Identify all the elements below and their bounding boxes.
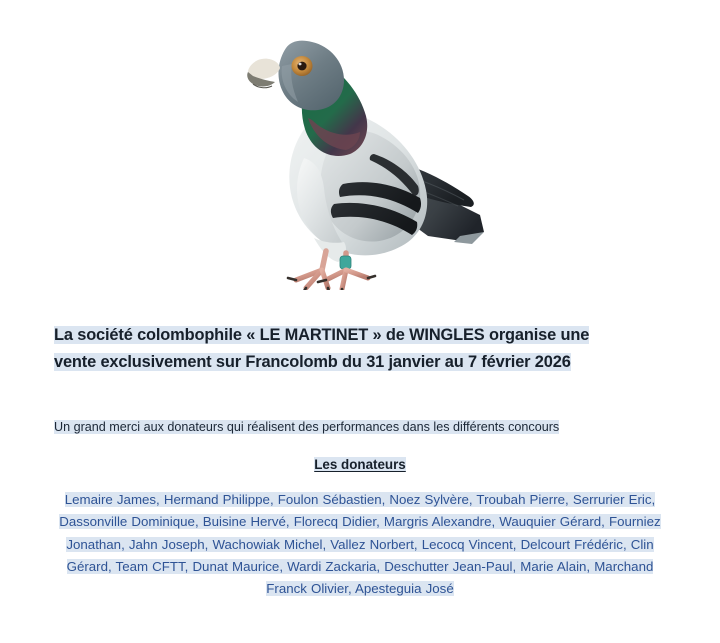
headline-line-1: La société colombophile « LE MARTINET » de WINGLES organise une xyxy=(54,326,590,344)
donors-list-text: Lemaire James, Hermand Philippe, Foulon Sébastien, Noez Sylvère, Troubah Pierre, Serrurier Eric, Dassonville Dominique, Buisine Hervé, Florecq Didier, Margris Alexandre, Wauquier Gérard, Fourniez Jonathan, Jahn Joseph, Wachowiak Michel, Vallez Norbert, Lecocq Vincent, Delcourt Frédéric, Clin Gérard, Team CFTT, Dunat Maurice, Wardi Zackaria, Deschutter Jean-Paul, Marie Alain, Marchand Franck Olivier, Apesteguia José xyxy=(59,492,661,597)
pigeon-toe-r3 xyxy=(346,270,368,278)
pigeon-image xyxy=(222,8,494,290)
pigeon-leg-left xyxy=(322,251,326,270)
document-text-body xyxy=(0,300,720,601)
headline-paragraph xyxy=(54,322,666,375)
headline-line-2: vente exclusivement sur Francolomb du 31 janvier au 7 février 2026 xyxy=(54,352,571,371)
pigeon-photo-block xyxy=(0,0,720,300)
pigeon-feet xyxy=(288,270,375,290)
pigeon-eye-pupil xyxy=(297,62,306,71)
donors-list-paragraph xyxy=(54,489,666,601)
thanks-text: Un grand merci aux donateurs qui réalisent des performances dans les différents concours xyxy=(54,420,560,435)
thanks-paragraph xyxy=(54,418,666,437)
donors-title-wrapper xyxy=(54,456,666,474)
pigeon-leg-ring xyxy=(340,256,351,269)
donors-title: Les donateurs xyxy=(314,457,406,473)
pigeon-eye-glint xyxy=(299,63,302,66)
